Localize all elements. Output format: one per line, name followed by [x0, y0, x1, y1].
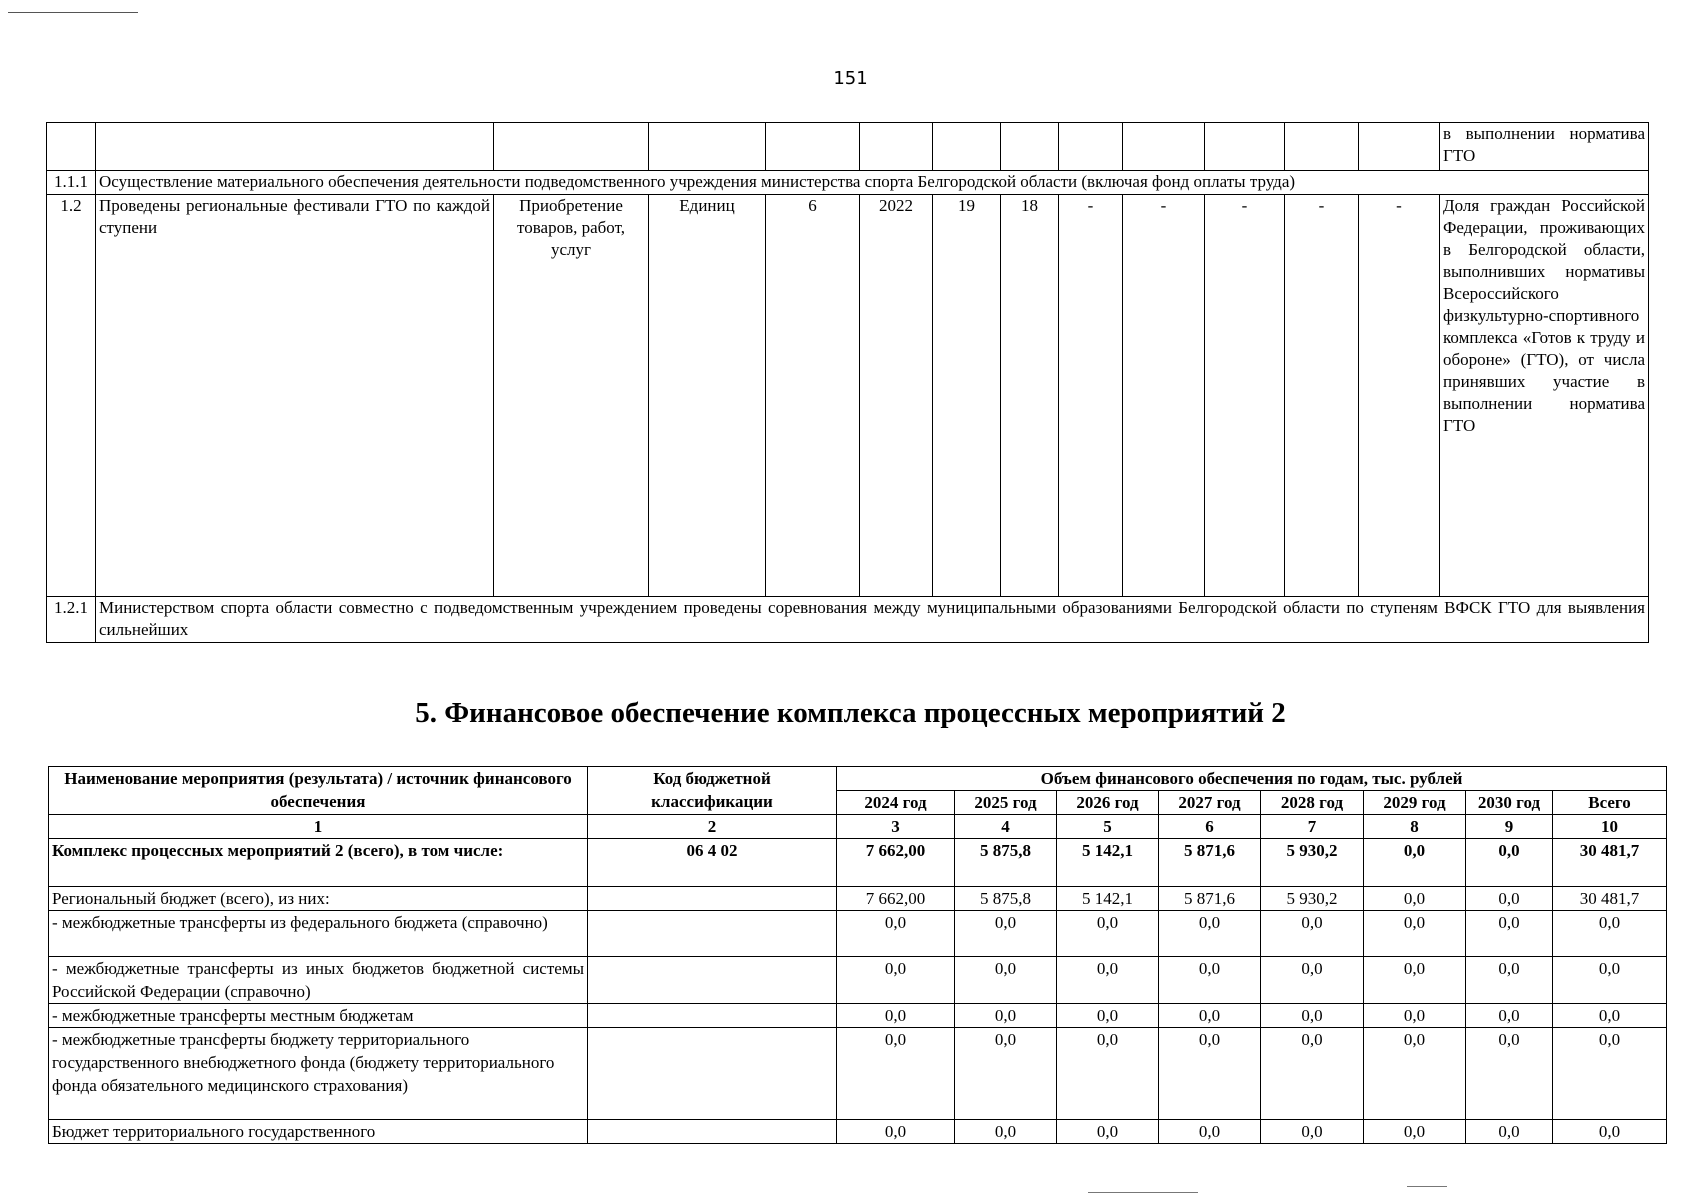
- value-cell: 5 875,8: [955, 887, 1057, 911]
- value-cell: 0,0: [1364, 839, 1466, 887]
- value-cell: 0,0: [837, 1004, 955, 1028]
- col-number: 4: [955, 815, 1057, 839]
- value-cell: 0,0: [1553, 911, 1667, 957]
- value-cell: 0,0: [1159, 1120, 1261, 1144]
- value-cell: 0,0: [955, 1120, 1057, 1144]
- value-cell: 0,0: [1159, 1028, 1261, 1120]
- value-cell: 18: [1001, 195, 1059, 597]
- value-cell: 0,0: [1466, 911, 1553, 957]
- column-number-row: [49, 815, 1667, 839]
- value-cell: 0,0: [1364, 957, 1466, 1004]
- row-code: [588, 1028, 837, 1120]
- row-code: [588, 1004, 837, 1028]
- indicator-cell: Доля граждан Российской Федерации, проживающих в Белгородской области, выполнивших нормативы Всероссийского физкультурно-спортивного комплекса «Готов к труду и обороне» (ГТО), от числа принявших участие в выполнении норматива ГТО: [1440, 195, 1649, 597]
- value-cell: 0,0: [837, 1028, 955, 1120]
- value-cell: 0,0: [955, 911, 1057, 957]
- value-cell: 0,0: [1057, 1028, 1159, 1120]
- row-number: 1.2.1: [47, 597, 96, 643]
- value-cell: 0,0: [837, 1120, 955, 1144]
- value-cell: 0,0: [1466, 957, 1553, 1004]
- value-cell: 0,0: [1466, 887, 1553, 911]
- table-row: [49, 911, 1667, 957]
- section-title: 5. Финансовое обеспечение комплекса процессных мероприятий 2: [415, 697, 1286, 729]
- finance-table: [48, 766, 1667, 1144]
- value-cell: 7 662,00: [837, 887, 955, 911]
- table-row: [49, 1004, 1667, 1028]
- header-year: 2024 год: [837, 791, 955, 815]
- value-cell: 0,0: [1261, 1120, 1364, 1144]
- table-row: [49, 1120, 1667, 1144]
- table-row: [47, 195, 1649, 597]
- value-cell: 5 930,2: [1261, 839, 1364, 887]
- value-cell: 0,0: [837, 911, 955, 957]
- unit: Единиц: [649, 195, 766, 597]
- header-name: Наименование мероприятия (результата) / источник финансового обеспечения: [49, 767, 588, 815]
- header-year: 2026 год: [1057, 791, 1159, 815]
- value-cell: -: [1123, 195, 1205, 597]
- header-year: 2030 год: [1466, 791, 1553, 815]
- base-value: 6: [766, 195, 860, 597]
- value-cell: 0,0: [1364, 911, 1466, 957]
- row-name: - межбюджетные трансферты местным бюджетам: [49, 1004, 588, 1028]
- value-cell: 0,0: [1057, 911, 1159, 957]
- table-row: [49, 887, 1667, 911]
- table-row: [47, 597, 1649, 643]
- value-cell: 0,0: [1466, 1120, 1553, 1144]
- table-row: [47, 123, 1649, 171]
- col-number: 10: [1553, 815, 1667, 839]
- value-cell: 0,0: [1466, 839, 1553, 887]
- value-cell: 0,0: [1261, 1004, 1364, 1028]
- value-cell: 5 930,2: [1261, 887, 1364, 911]
- row-code: 06 4 02: [588, 839, 837, 887]
- row-name: Региональный бюджет (всего), из них:: [49, 887, 588, 911]
- header-row: [49, 767, 1667, 791]
- row-code: [588, 1120, 837, 1144]
- value-cell: 0,0: [1261, 957, 1364, 1004]
- value-cell: -: [1359, 195, 1440, 597]
- footer-rule: [1088, 1192, 1198, 1193]
- value-cell: 7 662,00: [837, 839, 955, 887]
- value-cell: 0,0: [1057, 957, 1159, 1004]
- header-total: Всего: [1553, 791, 1667, 815]
- value-cell: 0,0: [1364, 887, 1466, 911]
- header-year: 2028 год: [1261, 791, 1364, 815]
- value-cell: -: [1205, 195, 1285, 597]
- col-number: 7: [1261, 815, 1364, 839]
- value-cell: 0,0: [955, 1004, 1057, 1028]
- header-year: 2027 год: [1159, 791, 1261, 815]
- value-cell: 0,0: [1553, 1120, 1667, 1144]
- value-cell: 0,0: [1466, 1004, 1553, 1028]
- col-number: 6: [1159, 815, 1261, 839]
- row-code: [588, 887, 837, 911]
- header-volume: Объем финансового обеспечения по годам, тыс. рублей: [837, 767, 1667, 791]
- row-code: [588, 957, 837, 1004]
- value-cell: 0,0: [1261, 1028, 1364, 1120]
- value-cell: 5 871,6: [1159, 839, 1261, 887]
- value-cell: 30 481,7: [1553, 887, 1667, 911]
- value-cell: -: [1059, 195, 1123, 597]
- value-cell: 5 875,8: [955, 839, 1057, 887]
- table-row: [49, 839, 1667, 887]
- value-cell: 0,0: [1057, 1120, 1159, 1144]
- value-cell: 0,0: [1159, 957, 1261, 1004]
- col-number: 2: [588, 815, 837, 839]
- value-cell: 0,0: [1466, 1028, 1553, 1120]
- value-cell: 0,0: [1553, 957, 1667, 1004]
- value-cell: 5 142,1: [1057, 887, 1159, 911]
- value-cell: 0,0: [1553, 1004, 1667, 1028]
- header-code: Код бюджетной классификации: [588, 767, 837, 815]
- col-number: 3: [837, 815, 955, 839]
- value-cell: 0,0: [1364, 1004, 1466, 1028]
- value-cell: -: [1285, 195, 1359, 597]
- indicators-table: [46, 122, 1649, 643]
- indicator-cell: в выполнении норматива ГТО: [1440, 123, 1649, 171]
- header-year: 2029 год: [1364, 791, 1466, 815]
- row-name: - межбюджетные трансферты из федерального бюджета (справочно): [49, 911, 588, 957]
- value-cell: 5 142,1: [1057, 839, 1159, 887]
- row-code: [588, 911, 837, 957]
- table-row: [49, 957, 1667, 1004]
- row-name: Комплекс процессных мероприятий 2 (всего), в том числе:: [49, 839, 588, 887]
- result-name: Проведены региональные фестивали ГТО по каждой ступени: [96, 195, 494, 597]
- base-year: 2022: [860, 195, 933, 597]
- value-cell: 5 871,6: [1159, 887, 1261, 911]
- value-cell: 0,0: [1261, 911, 1364, 957]
- value-cell: 0,0: [955, 957, 1057, 1004]
- finance-body: [49, 839, 1667, 1144]
- task-text: Министерством спорта области совместно с подведомственным учреждением проведены соревнования между муниципальными образованиями Белгородской области по ступеням ВФСК ГТО для выявления сильнейших: [96, 597, 1649, 643]
- col-number: 8: [1364, 815, 1466, 839]
- row-number: 1.1.1: [47, 171, 96, 195]
- value-cell: 0,0: [837, 957, 955, 1004]
- value-cell: 0,0: [1364, 1028, 1466, 1120]
- row-number: 1.2: [47, 195, 96, 597]
- result-type: Приобретение товаров, работ, услуг: [494, 195, 649, 597]
- page-number: 151: [833, 68, 868, 89]
- row-name: - межбюджетные трансферты из иных бюджетов бюджетной системы Российской Федерации (справочно): [49, 957, 588, 1004]
- value-cell: 0,0: [1057, 1004, 1159, 1028]
- value-cell: 0,0: [1364, 1120, 1466, 1144]
- task-text: Осуществление материального обеспечения деятельности подведомственного учреждения министерства спорта Белгородской области (включая фонд оплаты труда): [96, 171, 1649, 195]
- header-year: 2025 год: [955, 791, 1057, 815]
- row-name: - межбюджетные трансферты бюджету территориального государственного внебюджетного фонда (бюджету территориального фонда обязательного медицинского страхования): [49, 1028, 588, 1120]
- table-row: [49, 1028, 1667, 1120]
- value-cell: 0,0: [955, 1028, 1057, 1120]
- row-name: Бюджет территориального государственного: [49, 1120, 588, 1144]
- value-cell: 0,0: [1159, 1004, 1261, 1028]
- table-row: [47, 171, 1649, 195]
- value-cell: 30 481,7: [1553, 839, 1667, 887]
- value-cell: 0,0: [1553, 1028, 1667, 1120]
- footer-rule: [1407, 1186, 1447, 1187]
- col-number: 5: [1057, 815, 1159, 839]
- col-number: 9: [1466, 815, 1553, 839]
- value-cell: 19: [933, 195, 1001, 597]
- value-cell: 0,0: [1159, 911, 1261, 957]
- header-rule: [8, 12, 138, 13]
- col-number: 1: [49, 815, 588, 839]
